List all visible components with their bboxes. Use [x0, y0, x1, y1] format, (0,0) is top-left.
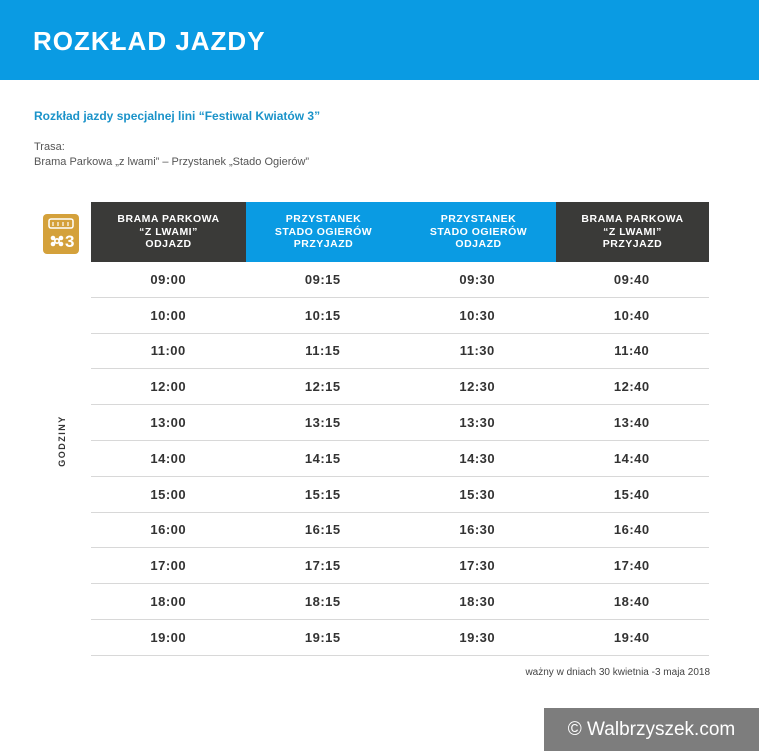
time-cell: 14:30: [459, 450, 496, 466]
time-cell: 12:00: [150, 379, 187, 395]
time-cell: 15:15: [304, 486, 341, 502]
time-cell: 16:40: [613, 522, 650, 538]
time-cell: 13:00: [150, 415, 187, 431]
time-cell: 09:30: [459, 271, 496, 287]
table-row: [91, 548, 709, 584]
time-cell: 10:00: [150, 307, 187, 323]
column-header-stado-odjazd: PRZYSTANEK STADO OGIERÓW ODJAZD: [401, 202, 556, 262]
time-cell: 19:30: [459, 629, 496, 645]
time-cell: 17:00: [150, 558, 187, 574]
time-cell: 16:30: [459, 522, 496, 538]
time-cell: 19:00: [150, 629, 187, 645]
time-cell: 09:15: [304, 271, 341, 287]
time-cell: 09:40: [613, 271, 650, 287]
column-header-brama-przyjazd: BRAMA PARKOWA “Z LWAMI” PRZYJAZD: [556, 202, 709, 262]
time-cell: 15:00: [150, 486, 187, 502]
table-row: [91, 369, 709, 405]
column-header-brama-odjazd: BRAMA PARKOWA “Z LWAMI” ODJAZD: [91, 202, 246, 262]
header-bar: [0, 0, 759, 80]
time-cell: 11:00: [150, 343, 186, 359]
time-cell: 13:30: [459, 415, 496, 431]
time-cell: 12:15: [304, 379, 341, 395]
time-cell: 12:40: [613, 379, 650, 395]
table-row: [91, 262, 709, 298]
validity-note: ważny w dniach 30 kwietnia -3 maja 2018: [525, 667, 710, 678]
time-cell: 09:00: [150, 271, 187, 287]
table-row: [91, 620, 709, 656]
page-title: ROZKŁAD JAZDY: [33, 26, 266, 56]
time-cell: 18:00: [150, 594, 187, 610]
time-cell: 13:15: [304, 415, 341, 431]
route-text: Brama Parkowa „z lwami” – Przystanek „Stado Ogierów”: [34, 156, 310, 168]
time-cell: 12:30: [459, 379, 496, 395]
time-cell: 16:15: [304, 522, 341, 538]
table-row: [91, 405, 709, 441]
table-row: [91, 513, 709, 549]
time-cell: 15:30: [459, 486, 496, 502]
time-cell: 13:40: [613, 415, 650, 431]
route-label: Trasa:: [34, 141, 65, 153]
time-cell: 18:30: [459, 594, 496, 610]
time-cell: 15:40: [613, 486, 650, 502]
time-cell: 18:15: [304, 594, 341, 610]
time-cell: 14:40: [613, 450, 650, 466]
table-row: [91, 477, 709, 513]
time-cell: 10:15: [304, 307, 341, 323]
table-row: [91, 334, 709, 370]
time-cell: 11:30: [459, 343, 495, 359]
time-cell: 19:15: [304, 629, 341, 645]
timetable: [91, 262, 709, 656]
bus-flower-icon: [43, 214, 79, 254]
hours-side-label: GODZINY: [57, 415, 67, 467]
time-cell: 11:40: [614, 343, 650, 359]
schedule-subtitle: Rozkład jazdy specjalnej lini “Festiwal Kwiatów 3”: [34, 109, 321, 123]
table-row: [91, 584, 709, 620]
time-cell: 16:00: [150, 522, 187, 538]
table-row: [91, 441, 709, 477]
table-row: [91, 298, 709, 334]
time-cell: 18:40: [613, 594, 650, 610]
time-cell: 14:15: [304, 450, 341, 466]
time-cell: 10:40: [613, 307, 650, 323]
watermark: © Walbrzyszek.com: [544, 708, 759, 751]
time-cell: 17:30: [459, 558, 496, 574]
time-cell: 17:15: [304, 558, 341, 574]
time-cell: 11:15: [305, 343, 341, 359]
time-cell: 19:40: [613, 629, 650, 645]
time-cell: 17:40: [613, 558, 650, 574]
time-cell: 10:30: [459, 307, 496, 323]
badge-number: 3: [65, 232, 75, 251]
time-cell: 14:00: [150, 450, 187, 466]
column-header-stado-przyjazd: PRZYSTANEK STADO OGIERÓW PRZYJAZD: [246, 202, 401, 262]
